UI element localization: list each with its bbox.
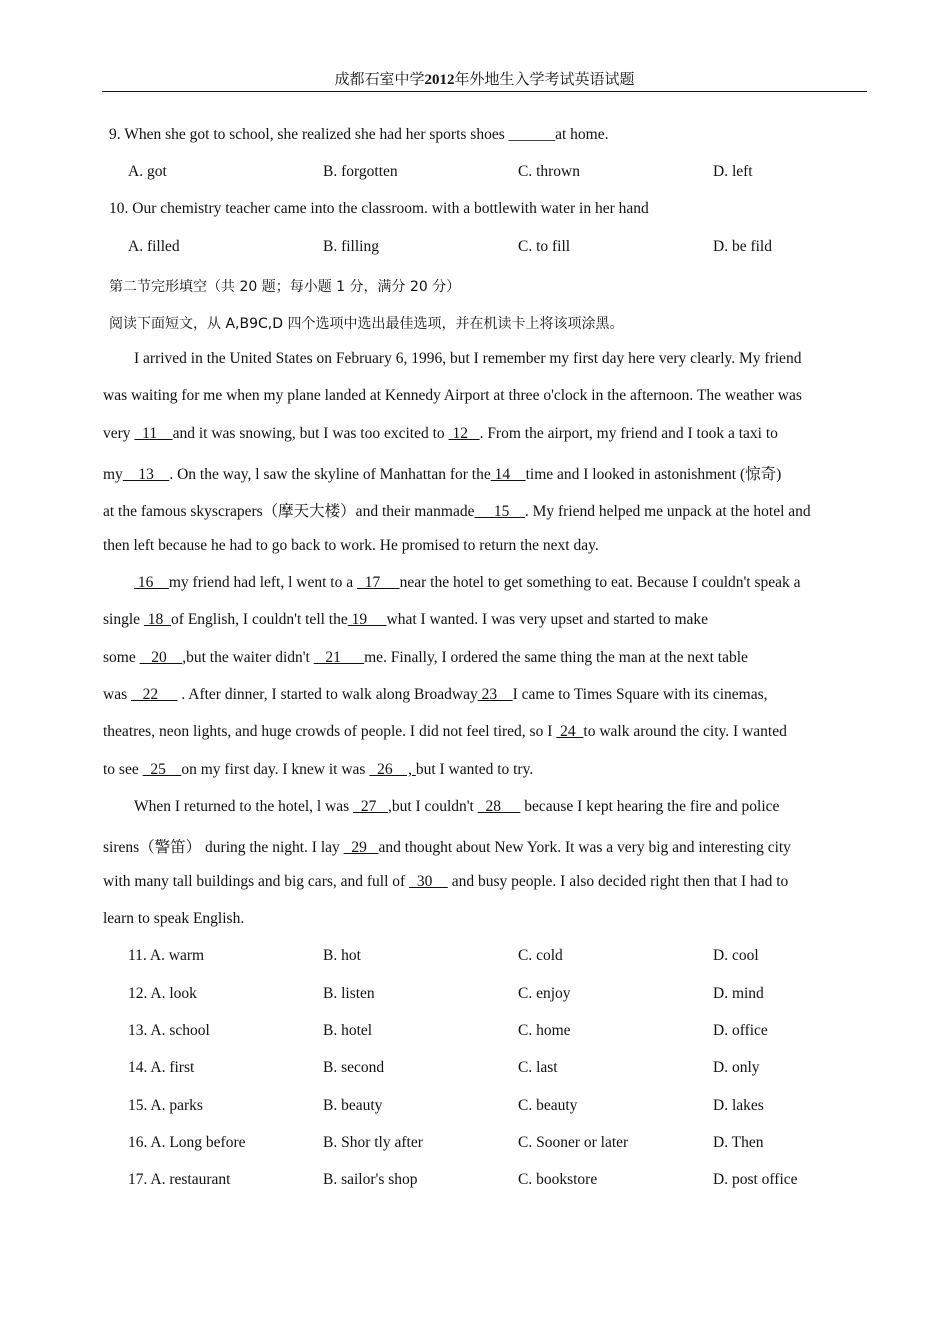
answer-option: C. enjoy: [518, 985, 571, 1002]
q10-option-c: C. to fill: [518, 238, 571, 255]
passage-line: was waiting for me when my plane landed at Kennedy Airport at three o'clock in the afternoon. The weather was: [103, 387, 802, 404]
blank-13: 13: [122, 466, 170, 483]
answer-option: C. Sooner or later: [518, 1134, 629, 1151]
passage-line: When I returned to the hotel, l was 27 ,but I couldn't 28 because I kept hearing the fire and police: [134, 798, 780, 815]
blank-21: 21: [313, 649, 365, 666]
answer-option: C. beauty: [518, 1097, 578, 1114]
answer-option: 14. A. first: [128, 1059, 195, 1076]
header-suffix: 年外地生入学考试英语试题: [454, 72, 635, 88]
blank-30: 30: [409, 873, 448, 890]
blank-28: 28: [477, 798, 521, 815]
answer-option: D. office: [713, 1022, 768, 1039]
header-year: 2012: [424, 72, 455, 88]
section-2-title: 第二节完形填空（共 20 题；每小题 1 分，满分 20 分）: [109, 279, 461, 295]
answer-option: 12. A. look: [128, 985, 197, 1002]
q10-option-b: B. filling: [323, 238, 379, 255]
answer-option: 11. A. warm: [128, 947, 205, 964]
answer-option: B. beauty: [323, 1097, 383, 1114]
section-2-instruction: 阅读下面短文，从 A,B9C,D 四个选项中选出最佳选项，并在机读卡上将该项涂黑。: [109, 316, 624, 332]
passage-line: sirens（警笛） during the night. I lay 29 and thought about New York. It was a very big and interesting city: [103, 839, 791, 856]
answer-option: B. hotel: [323, 1022, 373, 1039]
answer-option: D. Then: [713, 1134, 764, 1151]
blank-14: 14: [490, 466, 526, 483]
blank-29: 29: [343, 839, 379, 856]
passage-line: I arrived in the United States on February 6, 1996, but I remember my first day here very clearly. My friend: [134, 350, 802, 367]
q9-option-b: B. forgotten: [323, 163, 398, 180]
passage-line: my 13 . On the way, l saw the skyline of Manhattan for the 14 time and I looked in astonishment (惊奇): [103, 466, 782, 483]
answer-option: D. post office: [713, 1171, 798, 1188]
blank-20: 20: [139, 649, 183, 666]
page-header: [102, 68, 867, 89]
q9-option-d: D. left: [713, 163, 753, 180]
answer-option: C. cold: [518, 947, 563, 964]
passage-line: some 20 ,but the waiter didn't 21 me. Finally, I ordered the same thing the man at the next table: [103, 649, 748, 666]
blank-19: 19: [347, 611, 387, 628]
blank-26: 26 ,: [369, 761, 416, 778]
blank-22: 22: [130, 686, 178, 703]
passage-line: to see 25 on my first day. I knew it was 26 , but I wanted to try.: [103, 761, 534, 778]
passage-line: was 22 . After dinner, I started to walk along Broadway 23 I came to Times Square with its cinemas,: [103, 686, 768, 703]
answer-option: 16. A. Long before: [128, 1134, 246, 1151]
header-rule: [102, 91, 867, 92]
answer-option: 15. A. parks: [128, 1097, 203, 1114]
header-prefix: 成都石室中学: [334, 72, 425, 88]
passage-line: learn to speak English.: [103, 910, 245, 927]
answer-option: C. last: [518, 1059, 558, 1076]
passage-line: at the famous skyscrapers（摩天大楼）and their manmade 15 . My friend helped me unpack at the hotel and: [103, 503, 811, 520]
question-9-stem: 9. When she got to school, she realized she had her sports shoes ______at home.: [109, 126, 609, 143]
blank-25: 25: [142, 761, 182, 778]
answer-option: D. mind: [713, 985, 764, 1002]
blank-27: 27: [353, 798, 388, 815]
q10-option-d: D. be fild: [713, 238, 772, 255]
blank-24: 24: [556, 723, 584, 740]
passage-line: 16 my friend had left, l went to a 17 near the hotel to get something to eat. Because I couldn't speak a: [134, 574, 801, 591]
blank-18: 18: [143, 611, 172, 628]
question-10-stem: 10. Our chemistry teacher came into the classroom. with a bottlewith water in her hand: [109, 200, 649, 217]
passage-line: then left because he had to go back to work. He promised to return the next day.: [103, 537, 599, 554]
q9-option-c: C. thrown: [518, 163, 580, 180]
passage-line: very 11 and it was snowing, but I was too excited to 12 . From the airport, my friend and I took a taxi to: [103, 425, 778, 442]
blank-16: 16: [134, 574, 169, 591]
blank-15: 15: [474, 503, 525, 520]
answer-option: D. lakes: [713, 1097, 764, 1114]
answer-option: B. sailor's shop: [323, 1171, 418, 1188]
q10-option-a: A. filled: [128, 238, 180, 255]
blank-17: 17: [356, 574, 400, 591]
answer-option: B. Shor tly after: [323, 1134, 423, 1151]
passage-line: single 18 of English, I couldn't tell the 19 what I wanted. I was very upset and started to make: [103, 611, 709, 628]
answer-option: 17. A. restaurant: [128, 1171, 231, 1188]
answer-option: D. cool: [713, 947, 759, 964]
blank-11: 11: [134, 425, 173, 442]
q9-option-a: A. got: [128, 163, 167, 180]
passage-line: theatres, neon lights, and huge crowds of people. I did not feel tired, so I 24 to walk around the city. I wanted: [103, 723, 787, 740]
answer-option: D. only: [713, 1059, 760, 1076]
blank-23: 23: [477, 686, 513, 703]
blank-12: 12: [448, 425, 480, 442]
answer-option: C. home: [518, 1022, 571, 1039]
answer-option: C. bookstore: [518, 1171, 598, 1188]
passage-line: with many tall buildings and big cars, and full of 30 and busy people. I also decided right then that I had to: [103, 873, 789, 890]
answer-option: B. second: [323, 1059, 385, 1076]
answer-option: B. hot: [323, 947, 361, 964]
answer-option: B. listen: [323, 985, 375, 1002]
answer-option: 13. A. school: [128, 1022, 210, 1039]
